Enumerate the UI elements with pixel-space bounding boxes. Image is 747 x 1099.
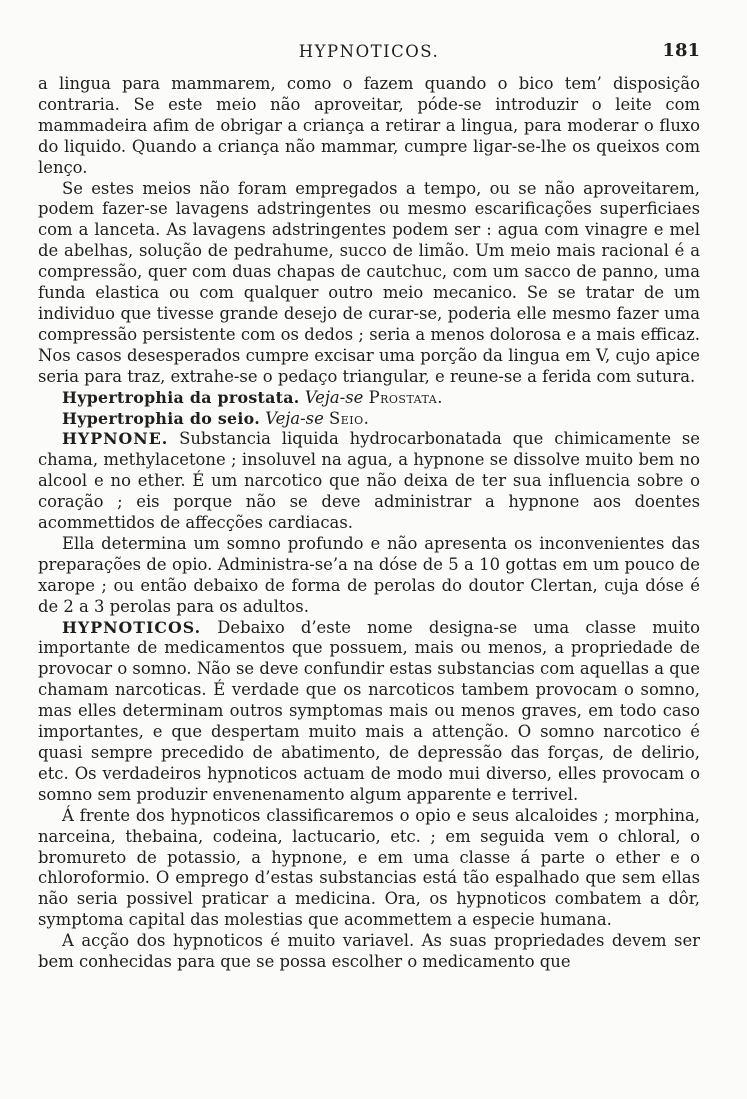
paragraph-lingua-continuation: a lingua para mammarem, como o fazem quando o bico tem’ disposição contraria. Se este meio não aproveitar, póde-se introduzir o leite com mammadeira afim de obrigar a criança a retirar a lingua, para moderar o fluxo do liquido. Quando a criança não mammar, cumpre ligar-se-lhe os queixos com lenço. (38, 74, 700, 177)
page-number: 181 (662, 40, 700, 61)
headword: Hypertrophia do seio. (62, 408, 261, 428)
paragraph-adstringentes: Se estes meios não foram empregados a tempo, ou se não aproveitarem, podem fazer-se lavagens adstringentes ou mesmo escarificações superficiaes com a lanceta. As lavagens adstringentes podem ser : agua com vinagre e mel de abelhas, solução de pedrahume, succo de limão. Um meio mais racional é a compressão, quer com duas chapas de cautchuc, com um sacco de panno, uma funda elastica ou com qualquer outro meio mecanico. Se se tratar de um individuo que tivesse grande desejo de curar-se, poderia elle mesmo fazer uma compressão persistente com os dedos ; seria a menos dolorosa e a mais efficaz. Nos casos desesperados cumpre excisar uma porção da lingua em V, cujo apice seria para traz, extrahe-se o pedaço triangular, e reune-se a ferida com sutura. (38, 178, 700, 386)
paragraph-hypnoticos-accao: A acção dos hypnoticos é muito variavel. As suas propriedades devem ser bem conhecidas para que se possa escolher o medicamento que (38, 931, 700, 972)
entry-hypnone (38, 429, 700, 534)
headword: HYPNOTICOS. (62, 617, 202, 637)
paragraph-hypnoticos-classificacao: Á frente dos hypnoticos classificaremos o opio e seus alcaloides ; morphina, narceina, thebaina, codeina, lactucario, etc. ; em seguida vem o chloral, o bromureto de potassio, a hypnone, e em uma classe á parte o ether e o chloroformio. O emprego d’estas substancias está tão espalhado que sem ellas não seria possivel praticar a medicina. Ora, os hypnoticos combatem a dôr, symptoma capital das molestias que acommettem a especie humana. (38, 805, 700, 930)
cross-reference-target: Prostata. (368, 387, 443, 407)
entry-hypertrophia-prostata (38, 388, 700, 409)
cross-reference-target: Seio. (329, 408, 370, 428)
headword: HYPNONE. (62, 429, 169, 449)
entry-text: Substancia liquida hydrocarbonatada que chimicamente se chama, methylacetone ; insoluvel na agua, a hypnone se dissolve muito bem no alcool e no ether. É um narcotico que não deixa de ter sua influencia sobre o coração ; eis porque não se deve administrar a hypnone aos doentes acommettidos de affecções cardiacas. (38, 429, 700, 533)
entry-text: Debaixo d’este nome designa-se uma classe muito importante de medicamentos que possuem, mais ou menos, a propriedade de provocar o somno. Não se deve confundir estas substancias com aquellas a que chamam narcoticas. É verdade que os narcoticos tambem provocam o somno, mas elles determinam outros symptomas mais ou menos graves, em todo caso importantes, e que despertam muito mais a attenção. O somno narcotico é quasi sempre precedido de abatimento, de depressão das forças, de delirio, etc. Os verdadeiros hypnoticos actuam de modo mui diverso, elles provocam o somno sem produzir envenenamento algum apparente e terrivel. (38, 617, 700, 804)
entry-hypnoticos (38, 618, 700, 806)
page-body (38, 74, 700, 973)
cross-reference-label: Veja-se (304, 387, 364, 407)
running-title: HYPNOTICOS. (298, 42, 440, 61)
paragraph-hypnone-dose: Ella determina um somno profundo e não apresenta os inconvenientes das preparações de opio. Administra-se’a na dóse de 5 a 10 gottas em um pouco de xarope ; ou então debaixo de forma de perolas do doutor Clertan, cuja dóse é de 2 a 3 perolas para os adultos. (38, 533, 700, 616)
cross-reference-label: Veja-se (265, 408, 324, 428)
page-header (38, 38, 700, 62)
headword: Hypertrophia da prostata. (62, 387, 300, 407)
entry-hypertrophia-seio (38, 409, 700, 430)
